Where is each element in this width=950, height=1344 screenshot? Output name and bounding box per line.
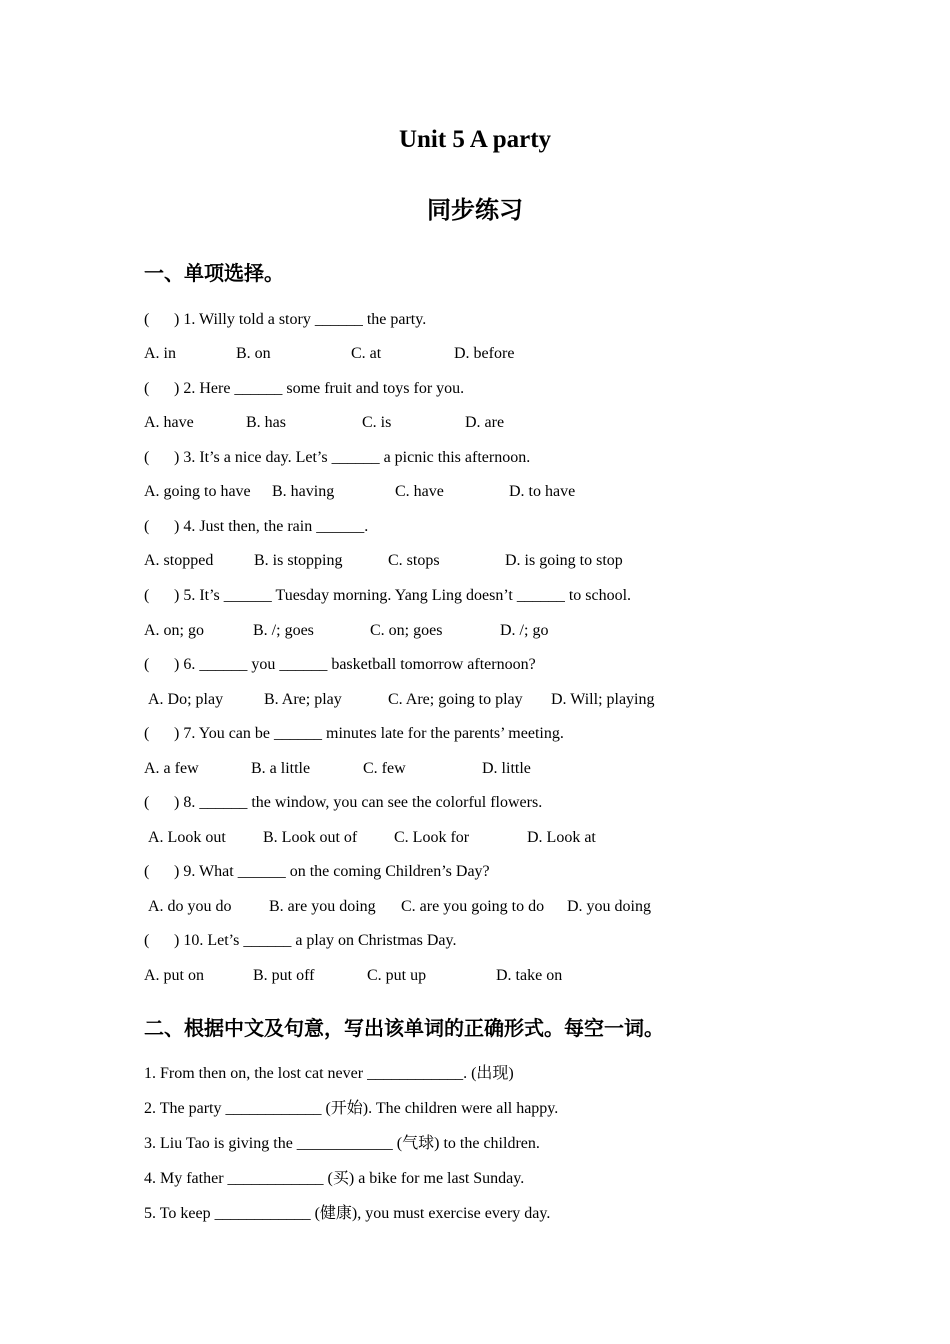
option-c: C. on; goes — [370, 622, 443, 639]
question-text: ) 5. It’s ______ Tuesday morning. Yang Ling doesn’t ______ to school. — [174, 587, 632, 604]
option-c: C. are you going to do — [401, 898, 545, 915]
option-d: D. to have — [509, 483, 576, 500]
question-text: ) 3. It’s a nice day. Let’s ______ a picnic this afternoon. — [174, 449, 531, 466]
fill-item-4: 4. My father ____________ (买) a bike for me last Sunday. — [144, 1170, 525, 1187]
option-d: D. you doing — [567, 898, 651, 915]
fill-item-2: 2. The party ____________ (开始). The children were all happy. — [144, 1100, 559, 1117]
option-a: A. in — [144, 345, 176, 362]
fill-item-1: 1. From then on, the lost cat never ____________. (出现) — [144, 1065, 514, 1082]
question-9 — [144, 862, 490, 882]
option-b: B. on — [236, 345, 271, 362]
question-7 — [144, 724, 564, 744]
answer-blank[interactable]: ( — [144, 863, 150, 880]
question-3 — [144, 448, 530, 468]
question-text: ) 1. Willy told a story ______ the party. — [174, 311, 427, 328]
section-1-heading: 一、单项选择。 — [144, 261, 284, 285]
option-b: B. put off — [253, 967, 315, 984]
option-d: D. /; go — [500, 622, 549, 639]
option-b: B. having — [272, 483, 335, 500]
question-text: ) 8. ______ the window, you can see the colorful flowers. — [174, 794, 543, 811]
option-b: B. Are; play — [264, 691, 342, 708]
option-d: D. take on — [496, 967, 563, 984]
question-5 — [144, 586, 631, 606]
question-4 — [144, 517, 368, 537]
option-c: C. Are; going to play — [388, 691, 523, 708]
question-1 — [144, 310, 426, 330]
option-d: D. is going to stop — [505, 552, 623, 569]
option-c: C. put up — [367, 967, 427, 984]
answer-blank[interactable]: ( — [144, 932, 150, 949]
answer-blank[interactable]: ( — [144, 449, 150, 466]
option-a: A. Look out — [148, 829, 226, 846]
option-b: B. are you doing — [269, 898, 376, 915]
answer-blank[interactable]: ( — [144, 725, 150, 742]
fill-item-3: 3. Liu Tao is giving the ____________ (气球) to the children. — [144, 1135, 540, 1152]
option-c: C. stops — [388, 552, 440, 569]
option-b: B. /; goes — [253, 622, 314, 639]
option-a: A. a few — [144, 760, 199, 777]
option-a: A. put on — [144, 967, 204, 984]
option-b: B. is stopping — [254, 552, 343, 569]
option-d: D. Will; playing — [551, 691, 655, 708]
option-b: B. Look out of — [263, 829, 358, 846]
question-10 — [144, 931, 456, 951]
answer-blank[interactable]: ( — [144, 518, 150, 535]
worksheet-title: Unit 5 A party — [398, 126, 552, 153]
option-d: D. before — [454, 345, 515, 362]
question-text: ) 10. Let’s ______ a play on Christmas Day. — [174, 932, 457, 949]
option-a: A. have — [144, 414, 194, 431]
question-text: ) 6. ______ you ______ basketball tomorrow afternoon? — [174, 656, 536, 673]
question-8 — [144, 793, 542, 813]
answer-blank[interactable]: ( — [144, 587, 150, 604]
option-b: B. has — [246, 414, 286, 431]
answer-blank[interactable]: ( — [144, 311, 150, 328]
answer-blank[interactable]: ( — [144, 380, 150, 397]
option-c: C. is — [362, 414, 392, 431]
option-a: A. do you do — [148, 898, 232, 915]
question-2 — [144, 379, 464, 399]
option-a: A. on; go — [144, 622, 204, 639]
fill-item-5: 5. To keep ____________ (健康), you must exercise every day. — [144, 1205, 551, 1222]
question-text: ) 9. What ______ on the coming Children’s Day? — [174, 863, 490, 880]
option-a: A. Do; play — [148, 691, 224, 708]
option-c: C. have — [395, 483, 444, 500]
option-a: A. stopped — [144, 552, 214, 569]
option-c: C. at — [351, 345, 382, 362]
question-text: ) 7. You can be ______ minutes late for the parents’ meeting. — [174, 725, 564, 742]
question-6 — [144, 655, 536, 675]
option-d: D. are — [465, 414, 505, 431]
answer-blank[interactable]: ( — [144, 794, 150, 811]
option-d: D. Look at — [527, 829, 596, 846]
option-a: A. going to have — [144, 483, 251, 500]
option-b: B. a little — [251, 760, 311, 777]
worksheet-subtitle: 同步练习 — [427, 196, 523, 224]
option-c: C. few — [363, 760, 406, 777]
section-2-heading: 二、根据中文及句意，写出该单词的正确形式。每空一词。 — [144, 1016, 664, 1040]
answer-blank[interactable]: ( — [144, 656, 150, 673]
option-d: D. little — [482, 760, 531, 777]
option-c: C. Look for — [394, 829, 470, 846]
question-text: ) 4. Just then, the rain ______. — [174, 518, 369, 535]
question-text: ) 2. Here ______ some fruit and toys for you. — [174, 380, 465, 397]
